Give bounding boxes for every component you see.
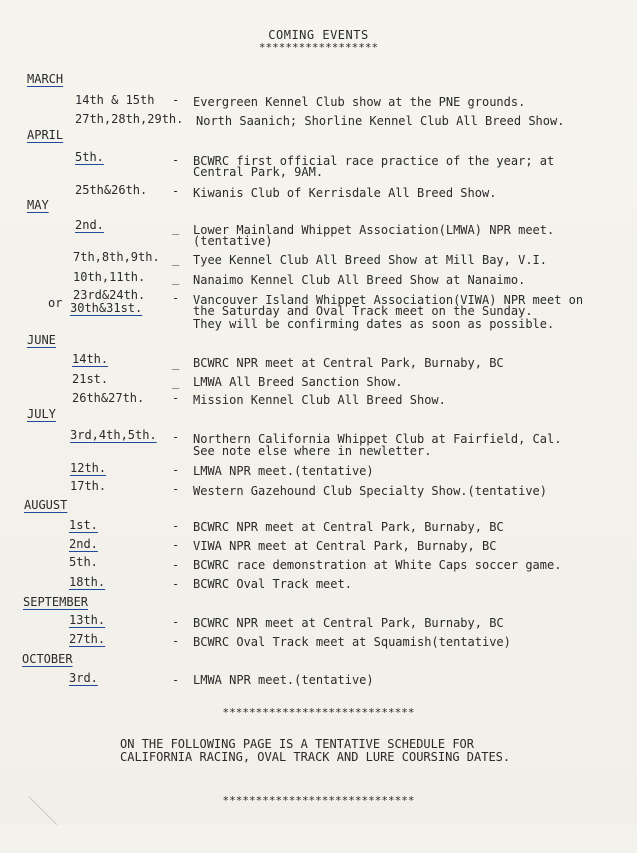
event-dash: - bbox=[172, 291, 180, 305]
event-description-cont: They will be confirming dates as soon as possible. bbox=[193, 317, 555, 331]
event-date: 26th&27th. bbox=[72, 391, 145, 405]
event-date: 2nd. bbox=[69, 537, 98, 551]
event-description: Nanaimo Kennel Club All Breed Show at Nanaimo. bbox=[193, 273, 526, 287]
month-heading-march: MARCH bbox=[27, 72, 64, 86]
event-dash: - bbox=[172, 577, 180, 591]
event-dash: _ bbox=[172, 252, 180, 266]
event-description-cont: See note else where in newletter. bbox=[193, 444, 432, 458]
closing-note-line: ON THE FOLLOWING PAGE IS A TENTATIVE SCHEDULE FOR bbox=[120, 737, 475, 751]
event-dash: - bbox=[172, 482, 180, 496]
event-description: BCWRC first official race practice of the year; at bbox=[193, 154, 555, 168]
event-description: Lower Mainland Whippet Association(LMWA) NPR meet. bbox=[193, 223, 555, 237]
event-date: 10th,11th. bbox=[73, 270, 146, 284]
page-title: COMING EVENTS bbox=[268, 28, 369, 42]
event-dash: - bbox=[172, 615, 180, 629]
event-description: BCWRC NPR meet at Central Park, Burnaby, BC bbox=[193, 520, 504, 534]
event-date: 25th&26th. bbox=[75, 183, 148, 197]
event-description: BCWRC NPR meet at Central Park, Burnaby, BC bbox=[193, 356, 504, 370]
event-date: 23rd&24th. bbox=[73, 288, 146, 302]
event-description: LMWA NPR meet.(tentative) bbox=[193, 673, 374, 687]
event-description: VIWA NPR meet at Central Park, Burnaby, BC bbox=[193, 539, 497, 553]
event-description-cont: (tentative) bbox=[193, 234, 273, 248]
event-date: 21st. bbox=[72, 372, 109, 386]
event-dash: - bbox=[172, 673, 180, 687]
event-dash: _ bbox=[172, 221, 180, 235]
event-description: Northern California Whippet Club at Fairfield, Cal. bbox=[193, 432, 562, 446]
event-dash: - bbox=[172, 184, 180, 198]
event-description: BCWRC Oval Track meet at Squamish(tentative) bbox=[193, 635, 511, 649]
month-heading-may: MAY bbox=[27, 198, 49, 212]
event-date: 14th & 15th bbox=[75, 93, 155, 107]
event-dash: - bbox=[172, 391, 180, 405]
event-description: North Saanich; Shorline Kennel Club All Breed Show. bbox=[196, 114, 565, 128]
event-dash: - bbox=[172, 538, 180, 552]
event-description-cont: the Saturday and Oval Track meet on the Sunday. bbox=[193, 304, 533, 318]
event-dash: - bbox=[172, 93, 180, 107]
event-dash: - bbox=[172, 463, 180, 477]
event-description: BCWRC NPR meet at Central Park, Burnaby, BC bbox=[193, 616, 504, 630]
event-date: 18th. bbox=[69, 575, 106, 589]
event-description: BCWRC Oval Track meet. bbox=[193, 577, 352, 591]
event-dash: _ bbox=[172, 271, 180, 285]
month-heading-october: OCTOBER bbox=[22, 652, 73, 666]
event-dash: - bbox=[172, 153, 180, 167]
event-description: Kiwanis Club of Kerrisdale All Breed Show. bbox=[193, 186, 497, 200]
event-date: 5th. bbox=[75, 150, 104, 164]
month-heading-september: SEPTEMBER bbox=[23, 595, 89, 609]
or-marker: or bbox=[48, 296, 63, 310]
month-heading-june: JUNE bbox=[27, 333, 56, 347]
event-date-alt: 30th&31st. bbox=[70, 301, 143, 315]
event-date: 2nd. bbox=[75, 218, 104, 232]
event-date: 17th. bbox=[70, 479, 107, 493]
event-description: Evergreen Kennel Club show at the PNE grounds. bbox=[193, 95, 526, 109]
event-date: 27th,28th,29th. bbox=[75, 112, 184, 126]
event-description: LMWA All Breed Sanction Show. bbox=[193, 375, 403, 389]
end-divider: ***************************** bbox=[222, 794, 415, 807]
event-description-cont: Central Park, 9AM. bbox=[193, 165, 324, 179]
event-date: 14th. bbox=[72, 352, 109, 366]
event-description: Mission Kennel Club All Breed Show. bbox=[193, 393, 446, 407]
closing-note bbox=[120, 738, 510, 764]
event-dash: _ bbox=[172, 356, 180, 370]
event-date: 3rd. bbox=[69, 671, 98, 685]
event-date: 1st. bbox=[69, 518, 98, 532]
section-divider: ***************************** bbox=[222, 706, 415, 719]
event-description: BCWRC race demonstration at White Caps soccer game. bbox=[193, 558, 562, 572]
event-dash: - bbox=[172, 519, 180, 533]
event-dash: - bbox=[172, 634, 180, 648]
event-date: 13th. bbox=[69, 613, 106, 627]
title-divider: ****************** bbox=[258, 41, 379, 54]
event-date: 12th. bbox=[70, 461, 107, 475]
event-description: Vancouver Island Whippet Association(VIWA) NPR meet on bbox=[193, 293, 584, 307]
event-date: 27th. bbox=[69, 632, 106, 646]
month-heading-april: APRIL bbox=[27, 128, 64, 142]
event-dash: - bbox=[172, 558, 180, 572]
event-dash: _ bbox=[172, 375, 180, 389]
event-dash: - bbox=[172, 430, 180, 444]
month-heading-august: AUGUST bbox=[24, 498, 68, 512]
event-date: 3rd,4th,5th. bbox=[70, 428, 157, 442]
closing-note-line: CALIFORNIA RACING, OVAL TRACK AND LURE COURSING DATES. bbox=[120, 750, 511, 764]
event-description: Tyee Kennel Club All Breed Show at Mill Bay, V.I. bbox=[193, 253, 548, 267]
event-description: Western Gazehound Club Specialty Show.(tentative) bbox=[193, 484, 548, 498]
event-date: 7th,8th,9th. bbox=[73, 250, 160, 264]
month-heading-july: JULY bbox=[27, 407, 56, 421]
event-description: LMWA NPR meet.(tentative) bbox=[193, 464, 374, 478]
event-date: 5th. bbox=[69, 555, 98, 569]
